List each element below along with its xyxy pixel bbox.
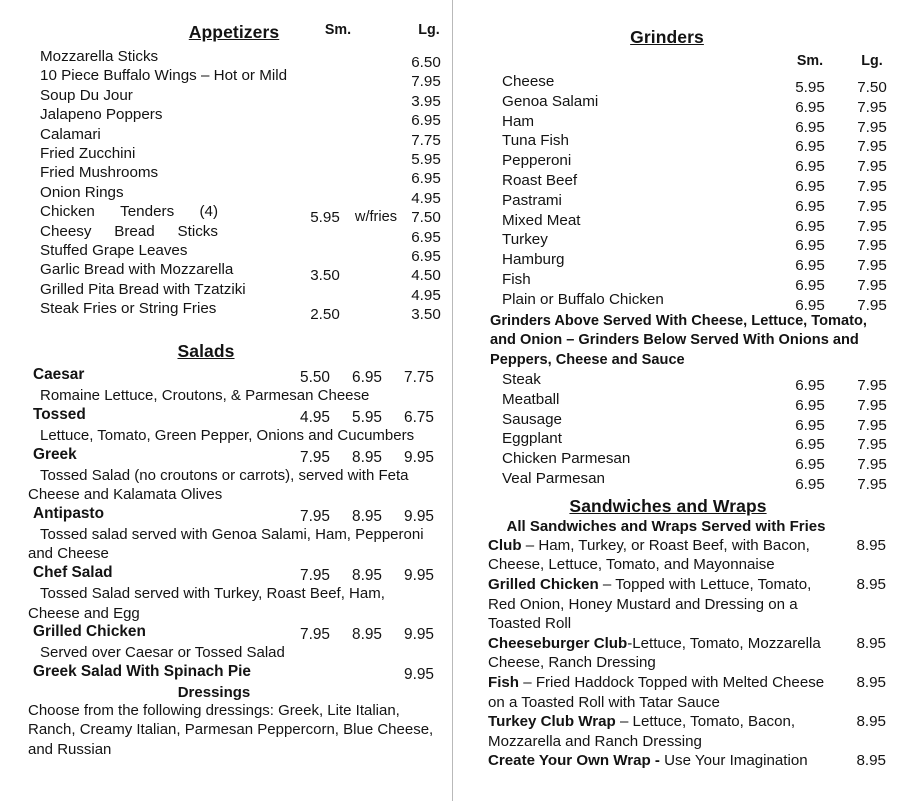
appetizer-name: Onion Rings [40,183,124,201]
grinder-price-lg: 7.95 [857,138,887,156]
grinder-name: Steak [502,371,541,389]
appetizer-row [0,261,452,285]
salad-name: Grilled Chicken [33,623,146,641]
appetizer-price-lg: 6.95 [411,170,441,188]
grinder-price-lg: 7.95 [857,237,887,255]
appetizer-price-lg: 6.50 [411,54,441,71]
salad-name: Greek [33,445,77,463]
appetizer-name: Steak Fries or String Fries [40,300,217,318]
sandwich-description: – Lettuce, Tomato, Bacon, Mozzarella and Ranch Dressing [488,713,796,750]
appetizer-price-lg: 4.95 [411,286,441,304]
grinder-price-sm: 6.95 [795,217,825,235]
appetizer-price-note: w/fries [354,209,398,226]
appetizer-row [0,300,452,324]
salad-name: Caesar [33,366,85,384]
grinders-cold-list [452,73,900,314]
sandwich-description: – Fried Haddock Topped with Melted Cheese on a Toasted Roll with Tatar Sauce [488,674,825,711]
appetizers-col-sm: Sm. [324,22,352,38]
sandwich-name: Fish [488,674,520,691]
salad-name: Chef Salad [33,564,113,582]
grinder-row-cold [452,171,900,195]
grinder-row-hot [452,430,900,454]
grinder-price-sm: 6.95 [795,138,825,156]
right-column [452,0,900,801]
sandwich-price: 8.95 [856,634,886,652]
grinder-price-sm: 6.95 [795,436,825,454]
grinder-price-sm: 6.95 [795,416,825,434]
appetizer-price-lg: 6.95 [411,247,441,265]
grinders-note: Grinders Above Served With Cheese, Lettuce, Tomato, and Onion – Grinders Below Served With Onions and Peppers, Cheese and Sauce [490,312,867,368]
appetizer-price-lg: 6.95 [411,112,441,130]
grinder-price-sm: 6.95 [795,377,825,395]
sandwich-description: Use Your Imagination [659,752,808,770]
grinder-name: Turkey [502,231,548,249]
grinder-name: Pepperoni [502,152,572,170]
appetizer-row [0,67,452,91]
grinder-price-lg: 7.95 [857,456,887,474]
salad-price-large: 9.95 [404,626,434,644]
grinder-price-sm: 6.95 [795,257,825,275]
grinder-price-sm: 6.95 [795,98,825,116]
appetizer-name: Fried Mushrooms [40,164,159,182]
appetizer-name: Cheesy Bread Sticks [40,222,218,240]
salad-price-large: 9.95 [404,567,434,585]
grinder-name: Sausage [502,410,562,428]
grinder-price-lg: 7.95 [857,257,887,275]
sandwich-row [452,751,900,771]
grinder-price-sm: 6.95 [795,158,825,176]
grinder-row-cold [452,211,900,235]
grinder-name: Hamburg [502,251,565,269]
sandwich-price: 8.95 [856,674,886,691]
appetizer-price-lg: 6.95 [411,228,441,246]
grinder-price-sm: 6.95 [795,296,825,314]
appetizers-col-lg: Lg. [418,22,440,38]
appetizer-name: Mozzarella Sticks [40,48,159,65]
grinder-price-lg: 7.95 [857,118,887,136]
grinder-price-sm: 6.95 [795,476,825,494]
salad-row [0,623,452,643]
appetizer-row [0,106,452,130]
salad-price-small: 7.95 [300,626,330,644]
grinders-heading: Grinders [630,27,704,47]
appetizer-row [0,222,452,246]
grinder-price-sm: 5.95 [795,79,825,96]
grinder-row-hot [452,450,900,474]
sandwich-name: Cheeseburger Club [488,634,628,652]
appetizer-name: Stuffed Grape Leaves [40,241,188,259]
salad-row [0,406,452,426]
grinder-name: Fish [502,270,531,288]
appetizer-row [0,125,452,149]
appetizer-row [0,164,452,188]
appetizer-price-lg: 3.50 [411,306,441,324]
grinder-price-lg: 7.95 [857,177,887,195]
appetizers-list [0,48,452,324]
grinder-row-cold [452,191,900,215]
grinder-price-lg: 7.95 [857,98,887,116]
salad-price-small: 7.95 [300,507,330,525]
salad-price-large: 6.75 [404,409,434,427]
salad-price-large: 9.95 [404,448,434,466]
grinder-row-hot [452,371,900,395]
sandwich-description: -Lettuce, Tomato, Mozzarella Cheese, Ranch Dressing [488,634,821,672]
grinder-price-lg: 7.95 [857,296,887,314]
salad-price-medium: 8.95 [352,567,382,585]
appetizer-price-sm: 5.95 [310,209,340,227]
grinder-row-cold [452,92,900,116]
salad-description: Lettuce, Tomato, Green Pepper, Onions and Cucumbers [40,427,415,445]
grinder-price-sm: 6.95 [795,276,825,294]
sandwiches-list [452,536,900,771]
sandwiches-subheading: All Sandwiches and Wraps Served with Fries [506,517,826,535]
grinder-price-sm: 6.95 [795,456,825,474]
sandwich-row [452,536,900,575]
grinders-hot-list [452,371,900,494]
dressings-section [0,684,452,760]
grinder-name: Plain or Buffalo Chicken [502,290,664,308]
grinder-row-hot [452,470,900,494]
salad-price-small: 4.95 [300,409,330,427]
grinders-col-sm: Sm. [796,53,824,69]
appetizer-row [0,48,452,71]
grinder-price-lg: 7.95 [857,197,887,215]
grinder-name: Ham [502,112,535,130]
appetizer-name: 10 Piece Buffalo Wings – Hot or Mild [40,67,288,85]
grinder-row-cold [452,112,900,136]
salad-price-medium: 5.95 [352,409,382,427]
appetizer-row [0,86,452,110]
sandwich-row [452,712,900,751]
appetizer-name: Soup Du Jour [40,86,133,104]
grinder-row-cold [452,132,900,156]
sandwiches-heading: Sandwiches and Wraps [569,495,767,516]
sandwich-name: Turkey Club Wrap [488,713,616,731]
sandwich-description: – Ham, Turkey, or Roast Beef, with Bacon, Cheese, Lettuce, Tomato, and Mayonnaise [488,536,810,574]
sandwich-name: Club [488,536,522,554]
appetizer-row [0,241,452,265]
sandwich-price: 8.95 [856,752,886,770]
salad-description: Tossed Salad (no croutons or carrots), served with Feta Cheese and Kalamata Olives [28,466,409,504]
salad-row [0,663,452,683]
grinder-row-cold [452,73,900,96]
grinders-col-lg: Lg. [861,53,883,69]
sandwich-price: 8.95 [856,536,886,554]
salad-row [0,564,452,584]
grinder-row-hot [452,410,900,434]
appetizer-price-sm: 2.50 [310,306,340,324]
grinder-price-sm: 6.95 [795,396,825,414]
salad-description: Tossed salad served with Genoa Salami, Ham, Pepperoni and Cheese [28,525,424,563]
appetizer-name: Fried Zucchini [40,144,136,162]
salads-list [0,366,452,682]
grinder-price-lg: 7.50 [857,79,887,96]
sandwich-name: Grilled Chicken [488,576,599,594]
salad-name: Tossed [33,406,86,424]
grinder-name: Chicken Parmesan [502,450,631,468]
sandwich-row [452,673,900,712]
salad-price-small: 7.95 [300,448,330,466]
grinder-row-cold [452,251,900,275]
appetizer-row [0,203,452,227]
salad-description: Served over Caesar or Tossed Salad [40,644,285,662]
salad-price-medium: 6.95 [352,369,382,387]
salad-description: Tossed Salad served with Turkey, Roast Beef, Ham, Cheese and Egg [28,585,385,622]
appetizers-heading: Appetizers [188,22,280,42]
appetizer-price-lg: 4.50 [411,267,441,285]
appetizer-price-lg: 5.95 [411,150,441,168]
grinder-row-hot [452,390,900,414]
grinder-price-lg: 7.95 [857,476,887,494]
grinder-price-sm: 6.95 [795,197,825,215]
appetizer-row [0,144,452,168]
appetizer-price-lg: 3.95 [411,92,441,110]
appetizer-price-lg: 7.50 [411,209,441,227]
dressings-heading: Dressings [177,683,251,701]
salad-price-large: 9.95 [404,665,434,683]
appetizer-row [0,183,452,207]
grinder-name: Pastrami [502,191,562,209]
grinder-name: Eggplant [502,430,562,448]
appetizer-row [0,280,452,304]
salad-row [0,505,452,525]
salad-name: Antipasto [33,504,104,522]
grinder-name: Roast Beef [502,171,578,189]
dressings-body: Choose from the following dressings: Greek, Lite Italian, Ranch, Creamy Italian, Parmesan Peppercorn, Blue Cheese, and Russian [28,701,434,758]
salads-heading: Salads [177,341,235,362]
grinder-price-lg: 7.95 [857,158,887,176]
sandwich-row [452,634,900,673]
grinders-section [452,0,900,494]
salad-row [0,446,452,466]
grinder-price-sm: 6.95 [795,237,825,255]
sandwich-name: Create Your Own Wrap - [488,752,660,770]
appetizer-name: Calamari [40,125,101,143]
salad-row [0,366,452,386]
salad-name: Greek Salad With Spinach Pie [33,662,251,680]
appetizer-price-sm: 3.50 [310,267,340,285]
grinder-price-lg: 7.95 [857,377,887,395]
grinder-name: Meatball [502,390,560,408]
sandwich-row [452,575,900,634]
grinder-name: Genoa Salami [502,92,599,110]
appetizer-name: Jalapeno Poppers [40,106,163,124]
appetizers-section [0,0,452,324]
grinder-price-lg: 7.95 [857,396,887,414]
grinder-name: Tuna Fish [502,132,569,150]
grinder-row-cold [452,152,900,176]
salad-price-small: 5.50 [300,369,330,387]
grinder-price-sm: 6.95 [795,177,825,195]
grinder-name: Mixed Meat [502,211,581,229]
grinder-row-cold [452,231,900,255]
salad-price-large: 9.95 [404,507,434,525]
grinder-price-lg: 7.95 [857,276,887,294]
appetizer-price-lg: 7.95 [411,73,441,91]
salad-price-large: 7.75 [404,369,434,387]
sandwich-price: 8.95 [856,713,886,731]
appetizer-name: Garlic Bread with Mozzarella [40,261,234,279]
grinder-name: Veal Parmesan [502,470,605,488]
sandwich-description: – Topped with Lettuce, Tomato, Red Onion, Honey Mustard and Dressing on a Toasted Roll [488,576,812,633]
salad-description: Romaine Lettuce, Croutons, & Parmesan Cheese [40,387,370,405]
sandwiches-section [452,496,900,771]
appetizer-price-lg: 4.95 [411,189,441,207]
grinder-row-cold [452,290,900,314]
salads-section [0,341,452,682]
salad-price-medium: 8.95 [352,507,382,525]
grinder-price-lg: 7.95 [857,416,887,434]
appetizer-name: Chicken Tenders (4) [40,203,218,221]
grinder-row-cold [452,270,900,294]
salad-price-medium: 8.95 [352,626,382,644]
grinder-name: Cheese [502,73,555,90]
grinder-price-lg: 7.95 [857,436,887,454]
appetizer-price-lg: 7.75 [411,131,441,149]
grinder-price-lg: 7.95 [857,217,887,235]
grinder-price-sm: 6.95 [795,118,825,136]
salad-price-medium: 8.95 [352,448,382,466]
appetizer-name: Grilled Pita Bread with Tzatziki [40,280,246,298]
salad-price-small: 7.95 [300,567,330,585]
sandwich-price: 8.95 [856,576,886,594]
